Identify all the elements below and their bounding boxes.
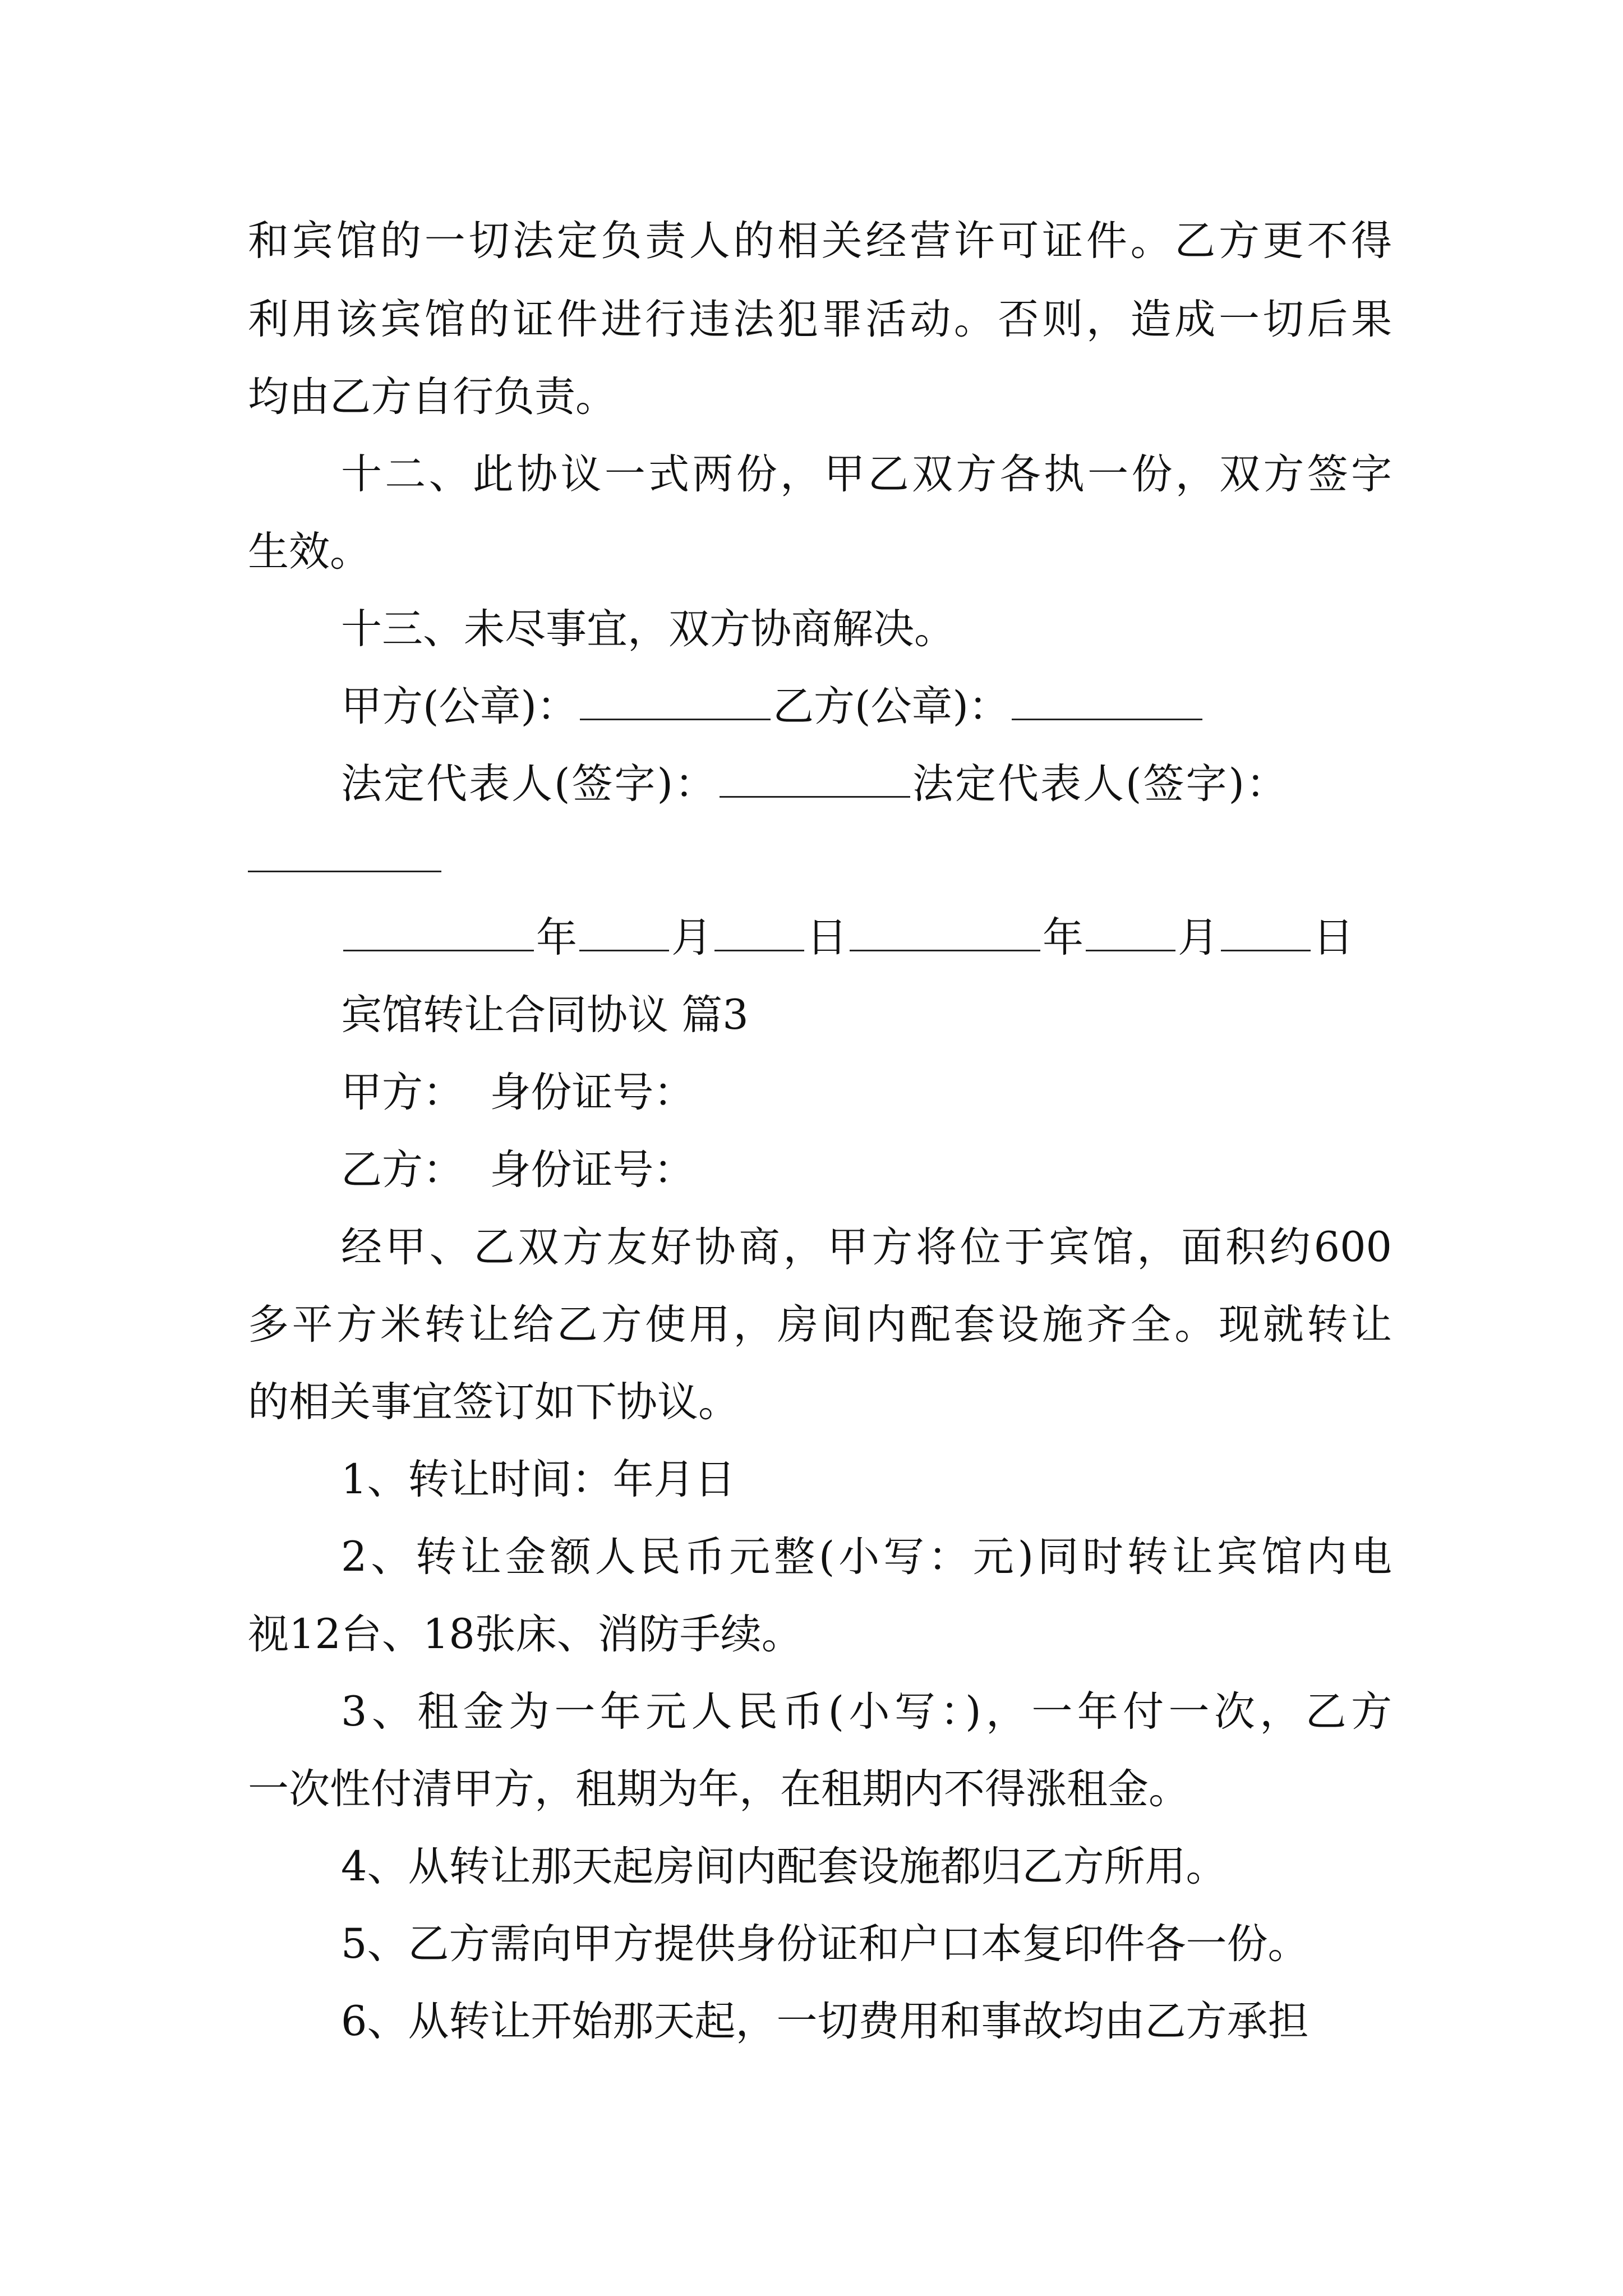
date-b-month-blank	[1086, 906, 1175, 951]
party-b-seal-label: 乙方(公章)：	[772, 683, 1009, 730]
paragraph-line: 利用该宾馆的证件进行违法犯罪活动。否则，造成一切后果	[248, 296, 1392, 343]
item-5-line: 5、乙方需向甲方提供身份证和户口本复印件各一份。	[341, 1920, 1309, 1968]
item-2-line: 视12台、18张床、消防手续。	[248, 1611, 803, 1658]
item-3-line: 一次性付清甲方，租期为年，在租期内不得涨租金。	[248, 1765, 1189, 1813]
rep-b-label: 法定代表人(签字)：	[912, 760, 1289, 808]
item-1-line: 1、转让时间：年月日	[341, 1456, 736, 1503]
item-2-line: 2、转让金额人民币元整(小写：元)同时转让宾馆内电	[341, 1533, 1392, 1581]
paragraph-line: 均由乙方自行负责。	[248, 373, 616, 421]
date-b-day-label: 日	[1313, 914, 1354, 961]
rep-b-blank	[248, 871, 441, 872]
rep-a-blank	[720, 752, 910, 798]
clause-13-line: 十三、未尽事宜，双方协商解决。	[341, 605, 955, 653]
clause-12-line: 十二、此协议一式两份，甲乙双方各执一份，双方签字	[341, 450, 1392, 498]
party-a-seal-label: 甲方(公章)：	[341, 683, 578, 730]
date-a-month-blank	[579, 906, 669, 951]
intro-line: 多平方米转让给乙方使用，房间内配套设施齐全。现就转让	[248, 1301, 1392, 1349]
party-a-id-line: 甲方： 身份证号：	[341, 1069, 695, 1116]
paragraph-line: 和宾馆的一切法定负责人的相关经营许可证件。乙方更不得	[248, 217, 1392, 265]
date-a-day-label: 日	[806, 914, 847, 961]
representative-line	[341, 751, 1392, 818]
date-b-day-blank	[1221, 906, 1311, 951]
date-a-year-label: 年	[536, 914, 577, 961]
party-a-seal-blank	[580, 675, 771, 720]
intro-line: 经甲、乙双方友好协商，甲方将位于宾馆，面积约600	[341, 1223, 1392, 1271]
item-6-line: 6、从转让开始那天起，一切费用和事故均由乙方承担	[341, 1998, 1309, 2045]
section-title: 宾馆转让合同协议 篇3	[341, 991, 749, 1039]
date-b-year-label: 年	[1043, 914, 1083, 961]
date-a-year-blank	[343, 906, 534, 951]
clause-12-line: 生效。	[248, 528, 371, 576]
date-b-year-blank	[850, 906, 1040, 951]
date-b-month-label: 月	[1178, 914, 1219, 961]
item-4-line: 4、从转让那天起房间内配套设施都归乙方所用。	[341, 1843, 1227, 1890]
date-a-month-label: 月	[671, 914, 712, 961]
party-b-id-line: 乙方： 身份证号：	[341, 1146, 695, 1194]
item-3-line: 3、租金为一年元人民币(小写：)，一年付一次，乙方	[341, 1688, 1392, 1736]
party-seal-line	[341, 673, 1392, 740]
date-line	[341, 904, 1392, 972]
party-b-seal-blank	[1012, 675, 1202, 720]
rep-a-label: 法定代表人(签字)：	[341, 760, 717, 808]
date-a-day-blank	[714, 906, 804, 951]
intro-line: 的相关事宜签订如下协议。	[248, 1378, 739, 1426]
